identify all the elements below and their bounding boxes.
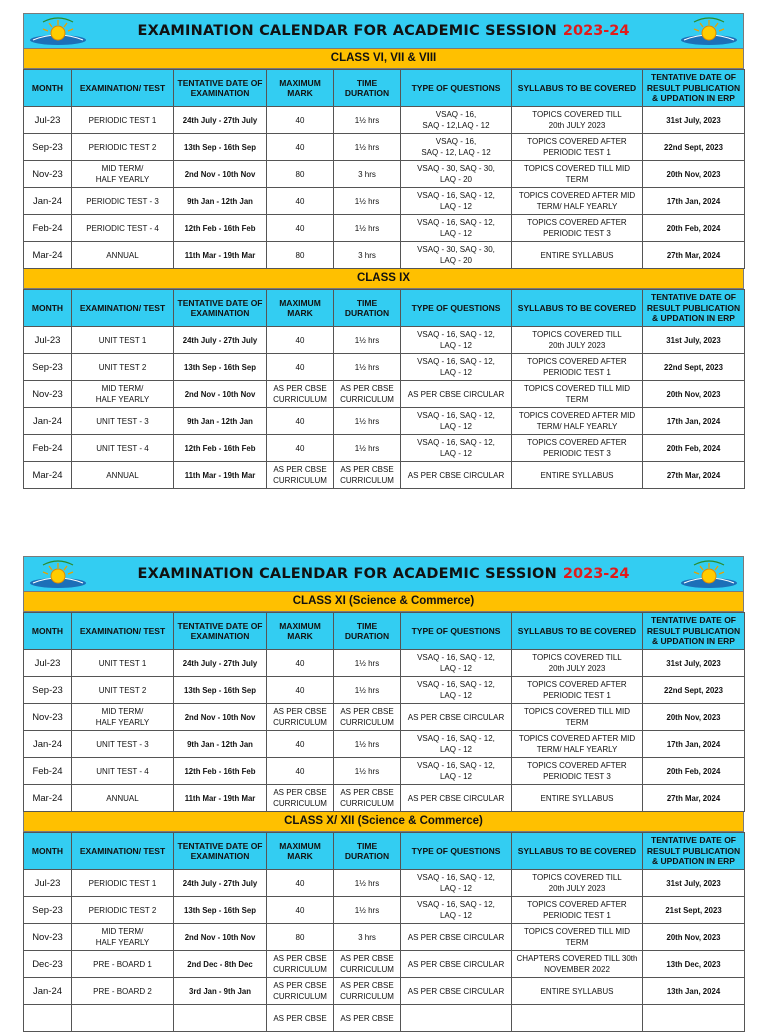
table-cell: TOPICS COVERED AFTER PERIODIC TEST 3 bbox=[512, 435, 643, 462]
table-cell: TOPICS COVERED AFTER PERIODIC TEST 3 bbox=[512, 215, 643, 242]
table-cell: VSAQ - 16, SAQ - 12, LAQ - 12 bbox=[401, 435, 512, 462]
table-cell: ENTIRE SYLLABUS bbox=[512, 978, 643, 1005]
table-cell: 13th Sep - 16th Sep bbox=[174, 354, 267, 381]
column-header: TENTATIVE DATE OF RESULT PUBLICATION & UPDATION IN ERP bbox=[643, 290, 745, 327]
table-cell: 2nd Nov - 10th Nov bbox=[174, 924, 267, 951]
column-header: TENTATIVE DATE OF EXAMINATION bbox=[174, 70, 267, 107]
column-header: TIME DURATION bbox=[334, 613, 401, 650]
table-cell: VSAQ - 16, SAQ - 12, LAQ - 12 bbox=[401, 215, 512, 242]
table-cell: TOPICS COVERED AFTER PERIODIC TEST 1 bbox=[512, 134, 643, 161]
table-cell: VSAQ - 16, SAQ - 12, LAQ - 12 bbox=[401, 758, 512, 785]
class-section-label: CLASS VI, VII & VIII bbox=[23, 49, 744, 69]
table-row bbox=[24, 785, 745, 812]
column-header: MAXIMUM MARK bbox=[267, 833, 334, 870]
table-cell: PERIODIC TEST 2 bbox=[72, 897, 174, 924]
table-cell: 1½ hrs bbox=[334, 650, 401, 677]
column-header: EXAMINATION/ TEST bbox=[72, 290, 174, 327]
column-header: MAXIMUM MARK bbox=[267, 613, 334, 650]
table-cell: PERIODIC TEST 1 bbox=[72, 870, 174, 897]
table-cell: 40 bbox=[267, 215, 334, 242]
table-row bbox=[24, 408, 745, 435]
table-cell: 2nd Nov - 10th Nov bbox=[174, 161, 267, 188]
table-cell: 24th July - 27th July bbox=[174, 870, 267, 897]
table-row bbox=[24, 188, 745, 215]
table-cell: 9th Jan - 12th Jan bbox=[174, 731, 267, 758]
title-bar bbox=[23, 556, 744, 592]
table-cell: 40 bbox=[267, 897, 334, 924]
table-cell: 31st July, 2023 bbox=[643, 107, 745, 134]
table-cell: Feb-24 bbox=[24, 758, 72, 785]
table-row bbox=[24, 731, 745, 758]
table-cell: AS PER CBSE CURRICULUM bbox=[267, 785, 334, 812]
table-cell: 40 bbox=[267, 650, 334, 677]
column-header: MONTH bbox=[24, 833, 72, 870]
table-cell: 1½ hrs bbox=[334, 327, 401, 354]
table-cell: 1½ hrs bbox=[334, 677, 401, 704]
table-cell: AS PER CBSE CIRCULAR bbox=[401, 978, 512, 1005]
table-row bbox=[24, 1005, 745, 1032]
table-cell: TOPICS COVERED AFTER MID TERM/ HALF YEARLY bbox=[512, 731, 643, 758]
table-cell: 3 hrs bbox=[334, 161, 401, 188]
table-row bbox=[24, 677, 745, 704]
table-cell: VSAQ - 16, SAQ - 12, LAQ - 12 bbox=[401, 408, 512, 435]
table-row bbox=[24, 161, 745, 188]
class-section-label: CLASS X/ XII (Science & Commerce) bbox=[23, 812, 744, 832]
table-cell: 17th Jan, 2024 bbox=[643, 731, 745, 758]
school-emblem-icon bbox=[678, 16, 740, 46]
table-row bbox=[24, 435, 745, 462]
table-row bbox=[24, 381, 745, 408]
school-emblem-icon bbox=[27, 559, 89, 589]
table-cell: Jul-23 bbox=[24, 327, 72, 354]
table-cell: Jan-24 bbox=[24, 978, 72, 1005]
table-cell: Mar-24 bbox=[24, 462, 72, 489]
table-cell: Jul-23 bbox=[24, 650, 72, 677]
table-cell: TOPICS COVERED AFTER PERIODIC TEST 1 bbox=[512, 897, 643, 924]
table-cell: 40 bbox=[267, 408, 334, 435]
table-cell: VSAQ - 16, SAQ - 12,LAQ - 12 bbox=[401, 107, 512, 134]
table-cell: 40 bbox=[267, 134, 334, 161]
table-header-row bbox=[24, 613, 745, 650]
table-cell: VSAQ - 16, SAQ - 12, LAQ - 12 bbox=[401, 188, 512, 215]
class-section-label: CLASS IX bbox=[23, 269, 744, 289]
table-cell: 1½ hrs bbox=[334, 107, 401, 134]
table-cell: UNIT TEST - 4 bbox=[72, 758, 174, 785]
table-cell bbox=[72, 1005, 174, 1032]
table-cell: AS PER CBSE CURRICULUM bbox=[334, 704, 401, 731]
table-row bbox=[24, 704, 745, 731]
table-row bbox=[24, 242, 745, 269]
table-cell: UNIT TEST 2 bbox=[72, 354, 174, 381]
column-header: SYLLABUS TO BE COVERED bbox=[512, 833, 643, 870]
table-cell: 13th Sep - 16th Sep bbox=[174, 897, 267, 924]
table-cell: AS PER CBSE CIRCULAR bbox=[401, 951, 512, 978]
table-cell: TOPICS COVERED TILL 20th JULY 2023 bbox=[512, 327, 643, 354]
column-header: MONTH bbox=[24, 613, 72, 650]
table-cell: MID TERM/ HALF YEARLY bbox=[72, 924, 174, 951]
column-header: EXAMINATION/ TEST bbox=[72, 70, 174, 107]
table-cell: TOPICS COVERED TILL MID TERM bbox=[512, 924, 643, 951]
column-header: TENTATIVE DATE OF EXAMINATION bbox=[174, 290, 267, 327]
table-cell: 20th Nov, 2023 bbox=[643, 381, 745, 408]
calendar-block-1 bbox=[23, 13, 744, 489]
table-cell: UNIT TEST - 4 bbox=[72, 435, 174, 462]
table-cell: 17th Jan, 2024 bbox=[643, 408, 745, 435]
table-cell: VSAQ - 16, SAQ - 12, LAQ - 12 bbox=[401, 354, 512, 381]
table-cell: 3 hrs bbox=[334, 924, 401, 951]
table-cell: TOPICS COVERED AFTER MID TERM/ HALF YEARLY bbox=[512, 188, 643, 215]
table-cell: Nov-23 bbox=[24, 704, 72, 731]
table-cell: MID TERM/ HALF YEARLY bbox=[72, 161, 174, 188]
table-cell: 1½ hrs bbox=[334, 134, 401, 161]
table-cell: PERIODIC TEST 1 bbox=[72, 107, 174, 134]
table-cell: 9th Jan - 12th Jan bbox=[174, 188, 267, 215]
table-cell: PERIODIC TEST - 4 bbox=[72, 215, 174, 242]
table-row bbox=[24, 650, 745, 677]
column-header: MONTH bbox=[24, 70, 72, 107]
table-cell: Jan-24 bbox=[24, 188, 72, 215]
table-cell: VSAQ - 16, SAQ - 12, LAQ - 12 bbox=[401, 134, 512, 161]
column-header: MONTH bbox=[24, 290, 72, 327]
table-row bbox=[24, 327, 745, 354]
column-header: TIME DURATION bbox=[334, 70, 401, 107]
page-title: EXAMINATION CALENDAR FOR ACADEMIC SESSION bbox=[137, 566, 557, 582]
table-row bbox=[24, 215, 745, 242]
table-cell: 11th Mar - 19th Mar bbox=[174, 785, 267, 812]
table-cell: MID TERM/ HALF YEARLY bbox=[72, 381, 174, 408]
title-bar bbox=[23, 13, 744, 49]
table-cell: Jan-24 bbox=[24, 408, 72, 435]
table-cell: PERIODIC TEST 2 bbox=[72, 134, 174, 161]
table-cell: 20th Feb, 2024 bbox=[643, 215, 745, 242]
table-cell: 20th Feb, 2024 bbox=[643, 758, 745, 785]
table-cell: TOPICS COVERED TILL MID TERM bbox=[512, 161, 643, 188]
table-cell: AS PER CBSE CURRICULUM bbox=[267, 704, 334, 731]
column-header: TIME DURATION bbox=[334, 290, 401, 327]
table-cell: 40 bbox=[267, 435, 334, 462]
table-row bbox=[24, 978, 745, 1005]
table-row bbox=[24, 870, 745, 897]
table-cell: 20th Nov, 2023 bbox=[643, 704, 745, 731]
table-cell: PERIODIC TEST - 3 bbox=[72, 188, 174, 215]
table-cell: ENTIRE SYLLABUS bbox=[512, 242, 643, 269]
table-cell: 11th Mar - 19th Mar bbox=[174, 242, 267, 269]
table-cell: 80 bbox=[267, 161, 334, 188]
table-cell: TOPICS COVERED AFTER PERIODIC TEST 1 bbox=[512, 354, 643, 381]
table-cell: 80 bbox=[267, 242, 334, 269]
table-cell: ANNUAL bbox=[72, 785, 174, 812]
table-cell bbox=[24, 1005, 72, 1032]
table-cell: AS PER CBSE bbox=[267, 1005, 334, 1032]
table-cell: UNIT TEST 2 bbox=[72, 677, 174, 704]
table-cell: ENTIRE SYLLABUS bbox=[512, 462, 643, 489]
table-cell: TOPICS COVERED TILL 20th JULY 2023 bbox=[512, 870, 643, 897]
table-cell: 24th July - 27th July bbox=[174, 327, 267, 354]
table-cell: 40 bbox=[267, 758, 334, 785]
table-cell: VSAQ - 16, SAQ - 12, LAQ - 12 bbox=[401, 731, 512, 758]
table-cell: 13th Jan, 2024 bbox=[643, 978, 745, 1005]
table-cell: AS PER CBSE CURRICULUM bbox=[267, 951, 334, 978]
table-cell: VSAQ - 30, SAQ - 30, LAQ - 20 bbox=[401, 242, 512, 269]
table-cell: AS PER CBSE CIRCULAR bbox=[401, 381, 512, 408]
table-cell: 12th Feb - 16th Feb bbox=[174, 758, 267, 785]
table-cell: ENTIRE SYLLABUS bbox=[512, 785, 643, 812]
table-cell: UNIT TEST 1 bbox=[72, 650, 174, 677]
table-cell: AS PER CBSE CURRICULUM bbox=[267, 462, 334, 489]
table-cell: Sep-23 bbox=[24, 897, 72, 924]
table-row bbox=[24, 134, 745, 161]
table-cell: VSAQ - 30, SAQ - 30, LAQ - 20 bbox=[401, 161, 512, 188]
table-cell: AS PER CBSE bbox=[334, 1005, 401, 1032]
table-cell: TOPICS COVERED TILL 20th JULY 2023 bbox=[512, 650, 643, 677]
column-header: TENTATIVE DATE OF RESULT PUBLICATION & UPDATION IN ERP bbox=[643, 833, 745, 870]
class-section-label: CLASS XI (Science & Commerce) bbox=[23, 592, 744, 612]
table-cell: 2nd Nov - 10th Nov bbox=[174, 381, 267, 408]
table-cell bbox=[174, 1005, 267, 1032]
exam-table bbox=[23, 289, 745, 489]
table-cell: 40 bbox=[267, 188, 334, 215]
table-cell: PRE - BOARD 2 bbox=[72, 978, 174, 1005]
table-cell: 12th Feb - 16th Feb bbox=[174, 215, 267, 242]
column-header: SYLLABUS TO BE COVERED bbox=[512, 290, 643, 327]
table-cell: 1½ hrs bbox=[334, 897, 401, 924]
column-header: EXAMINATION/ TEST bbox=[72, 833, 174, 870]
table-cell: 3rd Jan - 9th Jan bbox=[174, 978, 267, 1005]
table-cell: VSAQ - 16, SAQ - 12, LAQ - 12 bbox=[401, 677, 512, 704]
table-cell: Dec-23 bbox=[24, 951, 72, 978]
page-title: EXAMINATION CALENDAR FOR ACADEMIC SESSION bbox=[137, 23, 557, 39]
table-cell: 24th July - 27th July bbox=[174, 107, 267, 134]
column-header: EXAMINATION/ TEST bbox=[72, 613, 174, 650]
column-header: TYPE OF QUESTIONS bbox=[401, 833, 512, 870]
table-cell: AS PER CBSE CIRCULAR bbox=[401, 462, 512, 489]
table-cell: UNIT TEST - 3 bbox=[72, 408, 174, 435]
table-cell: TOPICS COVERED TILL 20th JULY 2023 bbox=[512, 107, 643, 134]
table-cell: PRE - BOARD 1 bbox=[72, 951, 174, 978]
column-header: TYPE OF QUESTIONS bbox=[401, 70, 512, 107]
table-cell: 1½ hrs bbox=[334, 215, 401, 242]
table-cell: VSAQ - 16, SAQ - 12, LAQ - 12 bbox=[401, 327, 512, 354]
table-cell: 12th Feb - 16th Feb bbox=[174, 435, 267, 462]
table-cell: 40 bbox=[267, 677, 334, 704]
table-cell bbox=[643, 1005, 745, 1032]
table-cell: 20th Nov, 2023 bbox=[643, 161, 745, 188]
table-cell: AS PER CBSE CURRICULUM bbox=[267, 978, 334, 1005]
table-cell: UNIT TEST 1 bbox=[72, 327, 174, 354]
table-cell: 40 bbox=[267, 731, 334, 758]
table-cell: 31st July, 2023 bbox=[643, 870, 745, 897]
table-cell: 2nd Dec - 8th Dec bbox=[174, 951, 267, 978]
table-cell: 1½ hrs bbox=[334, 188, 401, 215]
table-cell: 13th Sep - 16th Sep bbox=[174, 677, 267, 704]
exam-table bbox=[23, 612, 745, 812]
calendar-block-2 bbox=[23, 556, 744, 1032]
table-cell: VSAQ - 16, SAQ - 12, LAQ - 12 bbox=[401, 650, 512, 677]
table-cell: 17th Jan, 2024 bbox=[643, 188, 745, 215]
table-cell: Nov-23 bbox=[24, 161, 72, 188]
table-cell: ANNUAL bbox=[72, 462, 174, 489]
table-cell: VSAQ - 16, SAQ - 12, LAQ - 12 bbox=[401, 897, 512, 924]
table-cell: AS PER CBSE CURRICULUM bbox=[334, 785, 401, 812]
table-cell: Jul-23 bbox=[24, 107, 72, 134]
table-row bbox=[24, 897, 745, 924]
table-row bbox=[24, 354, 745, 381]
table-cell bbox=[512, 1005, 643, 1032]
table-row bbox=[24, 758, 745, 785]
table-cell: Nov-23 bbox=[24, 381, 72, 408]
table-row bbox=[24, 951, 745, 978]
table-cell: 40 bbox=[267, 354, 334, 381]
table-cell: Mar-24 bbox=[24, 785, 72, 812]
table-cell: AS PER CBSE CURRICULUM bbox=[334, 978, 401, 1005]
table-cell: 24th July - 27th July bbox=[174, 650, 267, 677]
table-cell: Feb-24 bbox=[24, 215, 72, 242]
table-cell: Jan-24 bbox=[24, 731, 72, 758]
column-header: MAXIMUM MARK bbox=[267, 70, 334, 107]
table-cell: 31st July, 2023 bbox=[643, 327, 745, 354]
column-header: TENTATIVE DATE OF RESULT PUBLICATION & UPDATION IN ERP bbox=[643, 70, 745, 107]
table-cell: 40 bbox=[267, 107, 334, 134]
column-header: TENTATIVE DATE OF EXAMINATION bbox=[174, 613, 267, 650]
column-header: TYPE OF QUESTIONS bbox=[401, 290, 512, 327]
table-cell: 13th Dec, 2023 bbox=[643, 951, 745, 978]
table-cell: 22nd Sept, 2023 bbox=[643, 677, 745, 704]
table-cell: ANNUAL bbox=[72, 242, 174, 269]
table-cell: 1½ hrs bbox=[334, 435, 401, 462]
table-cell: Sep-23 bbox=[24, 354, 72, 381]
table-cell: CHAPTERS COVERED TILL 30th NOVEMBER 2022 bbox=[512, 951, 643, 978]
column-header: TYPE OF QUESTIONS bbox=[401, 613, 512, 650]
column-header: SYLLABUS TO BE COVERED bbox=[512, 613, 643, 650]
table-row bbox=[24, 107, 745, 134]
table-header-row bbox=[24, 833, 745, 870]
table-cell: 9th Jan - 12th Jan bbox=[174, 408, 267, 435]
table-cell: UNIT TEST - 3 bbox=[72, 731, 174, 758]
table-cell: VSAQ - 16, SAQ - 12, LAQ - 12 bbox=[401, 870, 512, 897]
table-cell: 1½ hrs bbox=[334, 870, 401, 897]
school-emblem-icon bbox=[27, 16, 89, 46]
table-header-row bbox=[24, 290, 745, 327]
table-cell: 31st July, 2023 bbox=[643, 650, 745, 677]
column-header: MAXIMUM MARK bbox=[267, 290, 334, 327]
column-header: TIME DURATION bbox=[334, 833, 401, 870]
table-cell: 1½ hrs bbox=[334, 354, 401, 381]
table-row bbox=[24, 462, 745, 489]
table-cell: Mar-24 bbox=[24, 242, 72, 269]
table-cell: TOPICS COVERED TILL MID TERM bbox=[512, 381, 643, 408]
page-year: 2023-24 bbox=[562, 23, 630, 39]
table-cell: 20th Nov, 2023 bbox=[643, 924, 745, 951]
column-header: SYLLABUS TO BE COVERED bbox=[512, 70, 643, 107]
table-cell: MID TERM/ HALF YEARLY bbox=[72, 704, 174, 731]
table-cell: Jul-23 bbox=[24, 870, 72, 897]
table-cell: 27th Mar, 2024 bbox=[643, 462, 745, 489]
table-row bbox=[24, 924, 745, 951]
column-header: TENTATIVE DATE OF EXAMINATION bbox=[174, 833, 267, 870]
table-cell: 27th Mar, 2024 bbox=[643, 785, 745, 812]
table-cell: Nov-23 bbox=[24, 924, 72, 951]
table-cell: AS PER CBSE CURRICULUM bbox=[267, 381, 334, 408]
table-cell: AS PER CBSE CURRICULUM bbox=[334, 951, 401, 978]
table-cell: 1½ hrs bbox=[334, 731, 401, 758]
page-year: 2023-24 bbox=[562, 566, 630, 582]
table-cell: 22nd Sept, 2023 bbox=[643, 354, 745, 381]
table-cell: 11th Mar - 19th Mar bbox=[174, 462, 267, 489]
table-cell: 13th Sep - 16th Sep bbox=[174, 134, 267, 161]
table-cell: 1½ hrs bbox=[334, 758, 401, 785]
table-cell: TOPICS COVERED AFTER PERIODIC TEST 3 bbox=[512, 758, 643, 785]
exam-table bbox=[23, 832, 745, 1032]
table-header-row bbox=[24, 70, 745, 107]
table-cell: AS PER CBSE CURRICULUM bbox=[334, 462, 401, 489]
table-cell: TOPICS COVERED AFTER MID TERM/ HALF YEARLY bbox=[512, 408, 643, 435]
table-cell: 80 bbox=[267, 924, 334, 951]
column-header: TENTATIVE DATE OF RESULT PUBLICATION & UPDATION IN ERP bbox=[643, 613, 745, 650]
exam-table bbox=[23, 69, 745, 269]
table-cell: 2nd Nov - 10th Nov bbox=[174, 704, 267, 731]
table-cell: Feb-24 bbox=[24, 435, 72, 462]
school-emblem-icon bbox=[678, 559, 740, 589]
table-cell: Sep-23 bbox=[24, 677, 72, 704]
table-cell: 40 bbox=[267, 327, 334, 354]
table-cell: 20th Feb, 2024 bbox=[643, 435, 745, 462]
table-cell: 21st Sept, 2023 bbox=[643, 897, 745, 924]
table-cell: 3 hrs bbox=[334, 242, 401, 269]
table-cell: AS PER CBSE CURRICULUM bbox=[334, 381, 401, 408]
table-cell: 27th Mar, 2024 bbox=[643, 242, 745, 269]
table-cell: TOPICS COVERED AFTER PERIODIC TEST 1 bbox=[512, 677, 643, 704]
table-cell: 40 bbox=[267, 870, 334, 897]
table-cell: TOPICS COVERED TILL MID TERM bbox=[512, 704, 643, 731]
table-cell: AS PER CBSE CIRCULAR bbox=[401, 704, 512, 731]
table-cell bbox=[401, 1005, 512, 1032]
table-cell: 1½ hrs bbox=[334, 408, 401, 435]
table-cell: AS PER CBSE CIRCULAR bbox=[401, 924, 512, 951]
table-cell: Sep-23 bbox=[24, 134, 72, 161]
table-cell: 22nd Sept, 2023 bbox=[643, 134, 745, 161]
table-cell: AS PER CBSE CIRCULAR bbox=[401, 785, 512, 812]
